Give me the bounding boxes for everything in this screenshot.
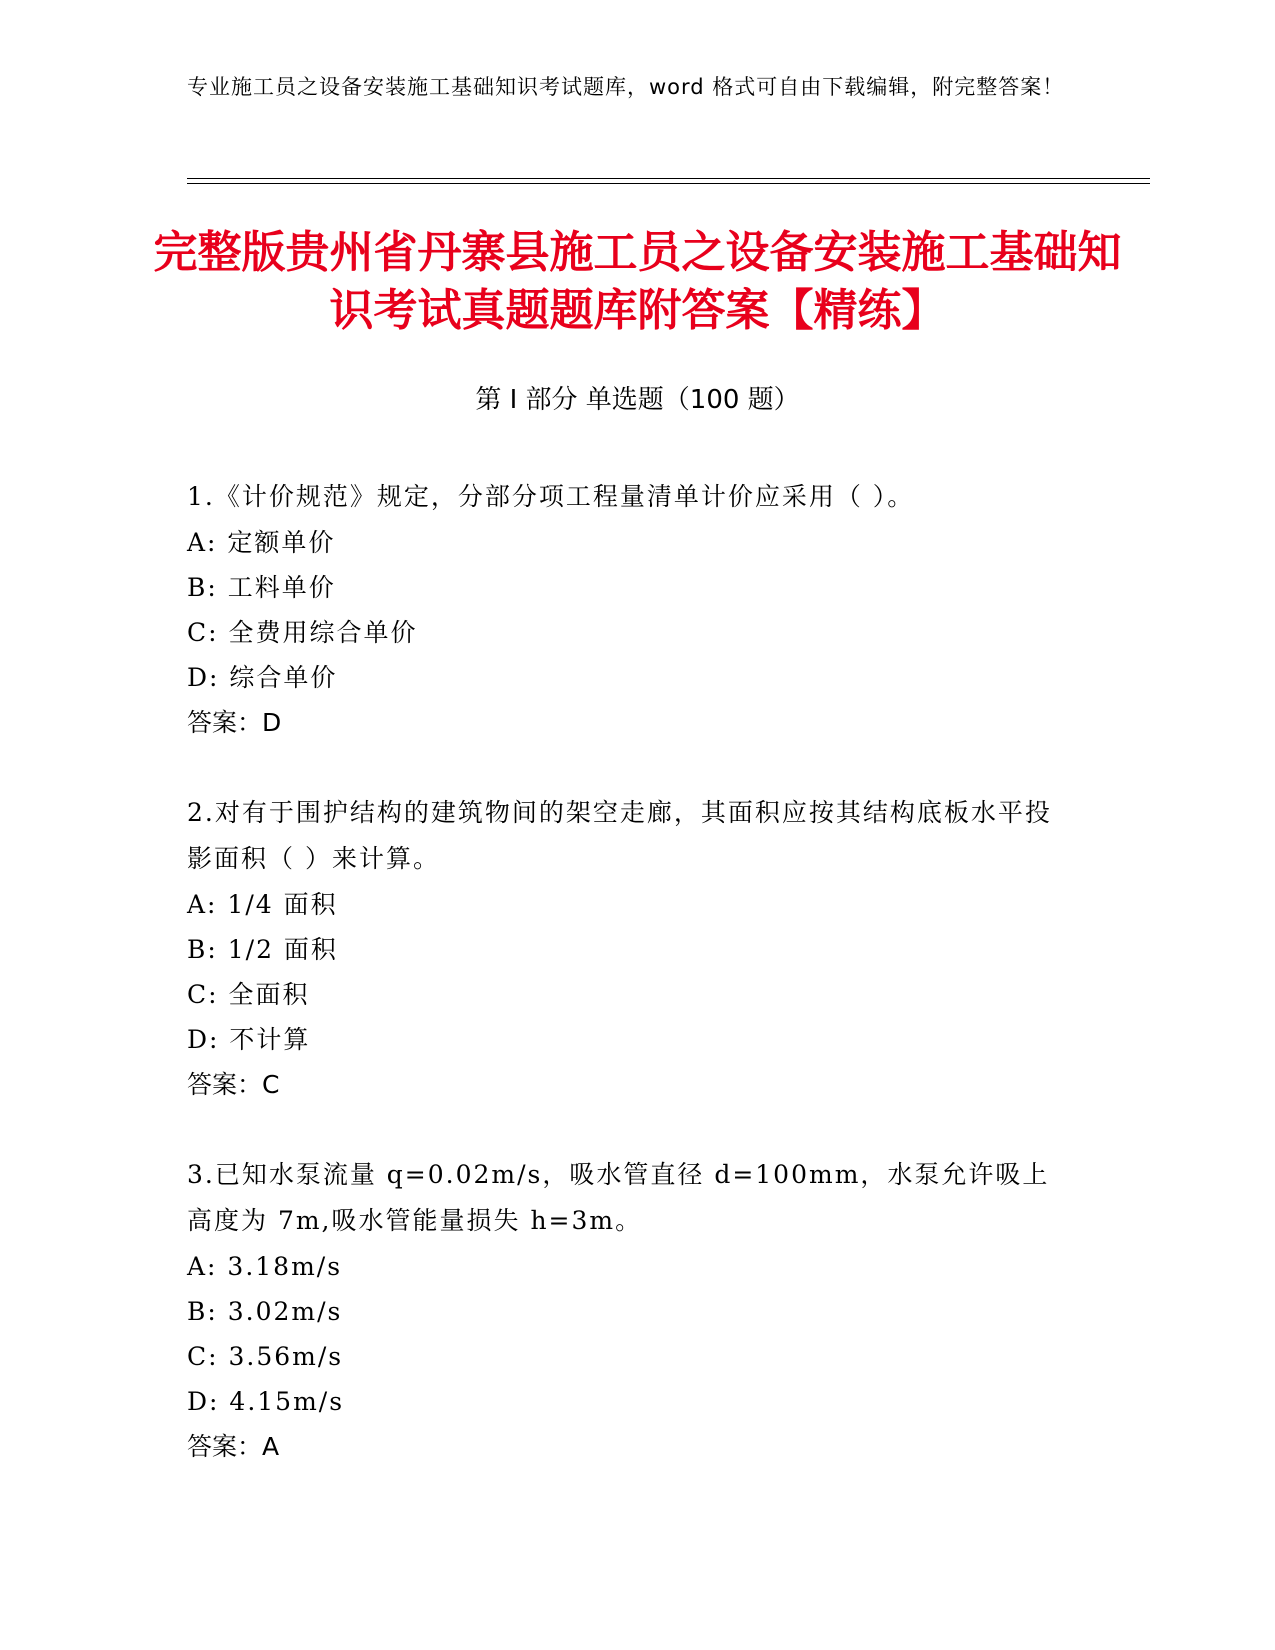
header-divider-secondary — [187, 183, 1150, 184]
question-stem: 3.已知水泵流量 q=0.02m/s，吸水管直径 d=100mm，水泵允许吸上高度为 7m,吸水管能量损失 h=3m。 — [187, 1160, 1050, 1235]
question-stem: 1.《计价规范》规定，分部分项工程量清单计价应采用（ ）。 — [187, 482, 915, 511]
option-d: D: 综合单价 — [187, 663, 338, 692]
header-divider — [187, 178, 1150, 179]
option-b: B: 3.02m/s — [187, 1297, 343, 1326]
answer: 答案：D — [187, 708, 282, 737]
option-c: C: 全面积 — [187, 980, 310, 1009]
answer: 答案：C — [187, 1070, 280, 1099]
question-2 — [187, 790, 1067, 1107]
question-stem: 2.对有于围护结构的建筑物间的架空走廊，其面积应按其结构底板水平投影面积（ ）来计算。 — [187, 798, 1052, 873]
option-a: A: 1/4 面积 — [187, 890, 338, 919]
header-note: 专业施工员之设备安装施工基础知识考试题库，word 格式可自由下载编辑，附完整答案！ — [187, 75, 1065, 99]
section-title: 第 I 部分 单选题（100 题） — [475, 385, 800, 415]
option-d: D: 不计算 — [187, 1025, 311, 1054]
question-1 — [187, 474, 1067, 745]
question-list — [187, 474, 1067, 1514]
option-b: B: 工料单价 — [187, 573, 336, 602]
option-c: C: 全费用综合单价 — [187, 618, 418, 647]
answer: 答案：A — [187, 1432, 280, 1461]
option-a: A: 3.18m/s — [187, 1252, 343, 1281]
option-c: C: 3.56m/s — [187, 1342, 344, 1371]
option-a: A: 定额单价 — [187, 528, 336, 557]
option-d: D: 4.15m/s — [187, 1387, 345, 1416]
option-b: B: 1/2 面积 — [187, 935, 338, 964]
question-3 — [187, 1152, 1067, 1469]
document-title: 完整版贵州省丹寨县施工员之设备安装施工基础知识考试真题题库附答案【精练】 — [153, 227, 1122, 336]
